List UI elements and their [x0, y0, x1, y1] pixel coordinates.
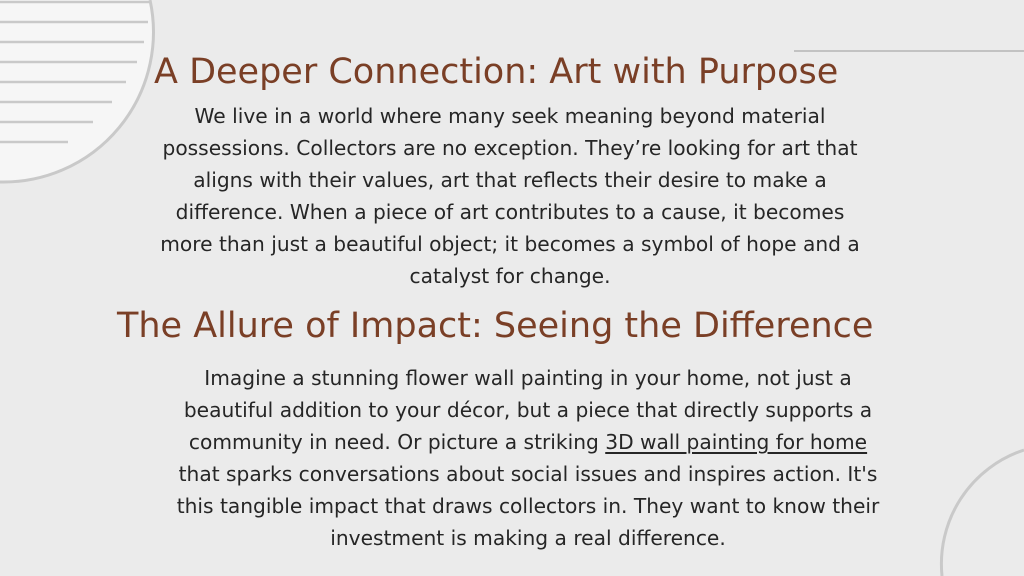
paragraph-line: more than just a beautiful object; it becomes a symbol of hope and a [160, 232, 860, 256]
section-paragraph-allure-of-impact [90, 362, 966, 554]
paragraph-line-text: community in need. Or picture a striking [188, 430, 599, 454]
paragraph-line: Imagine a stunning flower wall painting in your home, not just a [204, 366, 852, 390]
section-paragraph-deeper-connection [80, 100, 940, 292]
paragraph-line: investment is making a real difference. [330, 526, 726, 550]
paragraph-line: aligns with their values, art that reflects their desire to make a [193, 168, 827, 192]
paragraph-line: catalyst for change. [409, 264, 611, 288]
section-heading-allure-of-impact: The Allure of Impact: Seeing the Difference [117, 306, 874, 346]
paragraph-line: possessions. Collectors are no exception. They’re looking for art that [162, 136, 858, 160]
paragraph-line: We live in a world where many seek meaning beyond material [194, 104, 826, 128]
paragraph-line-with-link [90, 426, 966, 458]
paragraph-line: this tangible impact that draws collectors in. They want to know their [176, 494, 880, 518]
section-heading-deeper-connection: A Deeper Connection: Art with Purpose [154, 52, 839, 92]
3d-wall-painting-link[interactable]: 3D wall painting for home [605, 430, 868, 454]
paragraph-line: that sparks conversations about social issues and inspires action. It's [178, 462, 878, 486]
paragraph-line: difference. When a piece of art contributes to a cause, it becomes [175, 200, 845, 224]
paragraph-line: beautiful addition to your décor, but a piece that directly supports a [183, 398, 873, 422]
